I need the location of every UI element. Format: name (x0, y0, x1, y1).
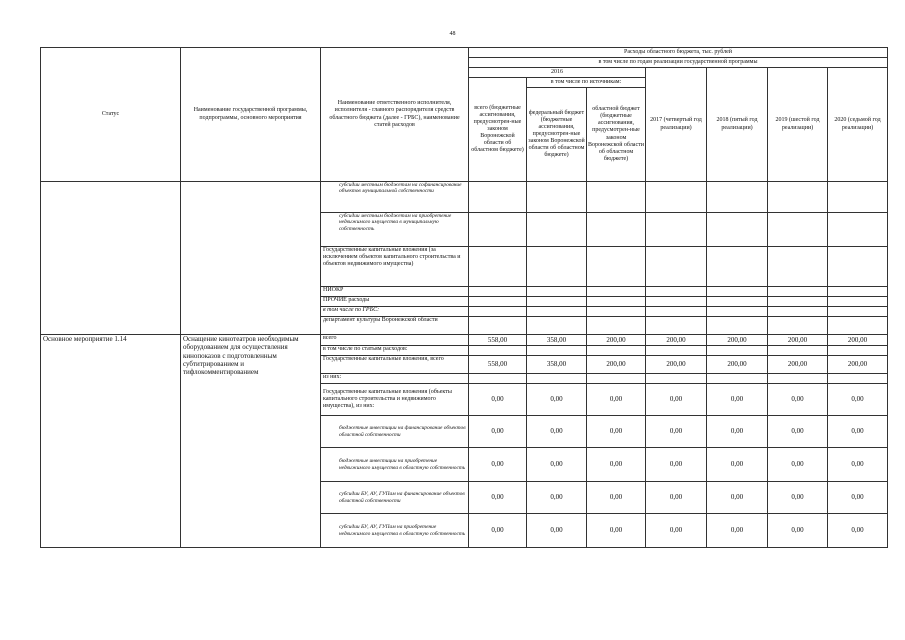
cell-total: 0,00 (469, 482, 527, 514)
cell-2017: 0,00 (646, 482, 707, 514)
cell-federal: 0,00 (527, 482, 587, 514)
row-label: в том числе по статьям расходов: (321, 346, 469, 356)
cell-2020: 0,00 (828, 416, 888, 448)
header-regional: областной бюджет (бюджетные ассигнования, предусмотрен-ные законом Воронежской области об областном бюджете) (587, 88, 646, 182)
cell-federal: 0,00 (527, 384, 587, 416)
table-row (41, 335, 888, 346)
header-total: всего (бюджетные ассигнования, предусмотрен-ные законом Воронежской области об областном бюджете) (469, 78, 527, 182)
cell-2019: 0,00 (768, 384, 828, 416)
cell-2017: 0,00 (646, 514, 707, 548)
cell-2019: 200,00 (768, 356, 828, 374)
row-label: субсидии местным бюджетам на софинансирование объектов муниципальной собственности (321, 182, 469, 213)
cell-total (469, 374, 527, 384)
measure-status: Основное мероприятие 1.14 (41, 335, 181, 548)
cell-federal: 0,00 (527, 448, 587, 482)
cell-2019: 0,00 (768, 514, 828, 548)
cell-2018: 200,00 (707, 335, 768, 346)
upper-rows (41, 182, 888, 335)
header-executor: Наименование ответственного исполнителя, исполнителя - главного распорядителя средств областного бюджета (далее - ГРБС), наименование статей расходов (321, 48, 469, 182)
cell-total: 0,00 (469, 384, 527, 416)
header-by-source: в том числе по источникам: (527, 78, 646, 88)
cell-total: 0,00 (469, 448, 527, 482)
cell-2019: 0,00 (768, 448, 828, 482)
cell-2017: 0,00 (646, 448, 707, 482)
cell-regional (587, 374, 646, 384)
cell-2020: 0,00 (828, 448, 888, 482)
table-row (41, 317, 888, 335)
cell-2019 (768, 374, 828, 384)
row-label: бюджетные инвестиции на приобретение недвижимого имущества в областную собственность (321, 448, 469, 482)
cell-total (469, 346, 527, 356)
row-label: бюджетные инвестиции на финансирование объектов областной собственности (321, 416, 469, 448)
cell-total: 558,00 (469, 335, 527, 346)
cell-2018: 0,00 (707, 514, 768, 548)
header-2018: 2018 (пятый год реализации) (707, 68, 768, 182)
cell-2018: 0,00 (707, 384, 768, 416)
row-label: субсидии местным бюджетам на приобретение недвижимого имущества в муниципальную собственность (321, 213, 469, 247)
cell-2018: 0,00 (707, 448, 768, 482)
cell-federal (527, 346, 587, 356)
row-label: ПРОЧИЕ расходы (321, 297, 469, 307)
cell-2019: 200,00 (768, 335, 828, 346)
header-status: Статус (41, 48, 181, 182)
cell-federal: 0,00 (527, 416, 587, 448)
cell-2018 (707, 374, 768, 384)
cell-federal: 358,00 (527, 335, 587, 346)
cell-regional: 0,00 (587, 384, 646, 416)
cell-federal: 358,00 (527, 356, 587, 374)
cell-total: 0,00 (469, 416, 527, 448)
cell-2020: 200,00 (828, 335, 888, 346)
header-program-name: Наименование государственной программы, подпрограммы, основного мероприятия (181, 48, 321, 182)
cell-regional: 200,00 (587, 335, 646, 346)
table-row (41, 247, 888, 287)
cell-2019: 0,00 (768, 416, 828, 448)
cell-2017: 200,00 (646, 356, 707, 374)
cell-regional (587, 346, 646, 356)
table-row (41, 182, 888, 213)
cell-2020 (828, 374, 888, 384)
row-label: Государственные капитальные вложения (объекты капитального строительства и недвижимого имущества), из них: (321, 384, 469, 416)
table-row (41, 307, 888, 317)
cell-2017 (646, 374, 707, 384)
cell-2018 (707, 346, 768, 356)
table-row (41, 213, 888, 247)
header-federal: федеральный бюджет (бюджетные ассигнования, предусмотрен-ные законом Воронежской области об областном бюджете) (527, 88, 587, 182)
cell-2019 (768, 346, 828, 356)
cell-2018: 0,00 (707, 482, 768, 514)
cell-2020: 0,00 (828, 514, 888, 548)
row-label: в том числе по ГРБС: (321, 307, 469, 317)
row-label: Государственные капитальные вложения, всего (321, 356, 469, 374)
cell-regional: 0,00 (587, 482, 646, 514)
header-year-2016: 2016 (469, 68, 646, 78)
cell-regional: 200,00 (587, 356, 646, 374)
cell-2017: 200,00 (646, 335, 707, 346)
cell-2017 (646, 346, 707, 356)
table-header (41, 48, 888, 182)
cell-federal (527, 374, 587, 384)
row-label: Государственные капитальные вложения (за исключением объектов капитального строительства и объектов недвижимого имущества) (321, 247, 469, 287)
cell-total: 558,00 (469, 356, 527, 374)
cell-2020: 200,00 (828, 356, 888, 374)
header-2020: 2020 (седьмой год реализации) (828, 68, 888, 182)
row-label: всего (321, 335, 469, 346)
table-row (41, 297, 888, 307)
cell-2019: 0,00 (768, 482, 828, 514)
cell-2017: 0,00 (646, 416, 707, 448)
header-budget-expenses: Расходы областного бюджета, тыс. рублей (469, 48, 888, 58)
cell-regional: 0,00 (587, 416, 646, 448)
budget-table (40, 47, 888, 548)
cell-regional: 0,00 (587, 448, 646, 482)
page-number: 48 (449, 31, 456, 37)
cell-federal: 0,00 (527, 514, 587, 548)
row-label: субсидии БУ, АУ, ГУПам на финансирование объектов областной собственности (321, 482, 469, 514)
cell-2020 (828, 346, 888, 356)
row-label: НИОКР (321, 287, 469, 297)
cell-2020: 0,00 (828, 482, 888, 514)
cell-regional: 0,00 (587, 514, 646, 548)
measure-name: Оснащение кинотеатров необходимым оборудованием для осуществления кинопоказов с подготовленным субтитрированием и тифлокомментированием (181, 335, 321, 548)
cell-2017: 0,00 (646, 384, 707, 416)
cell-total: 0,00 (469, 514, 527, 548)
row-label: субсидии БУ, АУ, ГУПам на приобретение недвижимого имущества в областную собственность (321, 514, 469, 548)
cell-2018: 200,00 (707, 356, 768, 374)
cell-2018: 0,00 (707, 416, 768, 448)
row-label: из них: (321, 374, 469, 384)
measure-rows (41, 335, 888, 548)
row-label: департамент культуры Воронежской области (321, 317, 469, 335)
table-row (41, 287, 888, 297)
header-by-year: в том числе по годам реализации государственной программы (469, 58, 888, 68)
header-2019: 2019 (шестой год реализации) (768, 68, 828, 182)
cell-2020: 0,00 (828, 384, 888, 416)
header-2017: 2017 (четвертый год реализации) (646, 68, 707, 182)
